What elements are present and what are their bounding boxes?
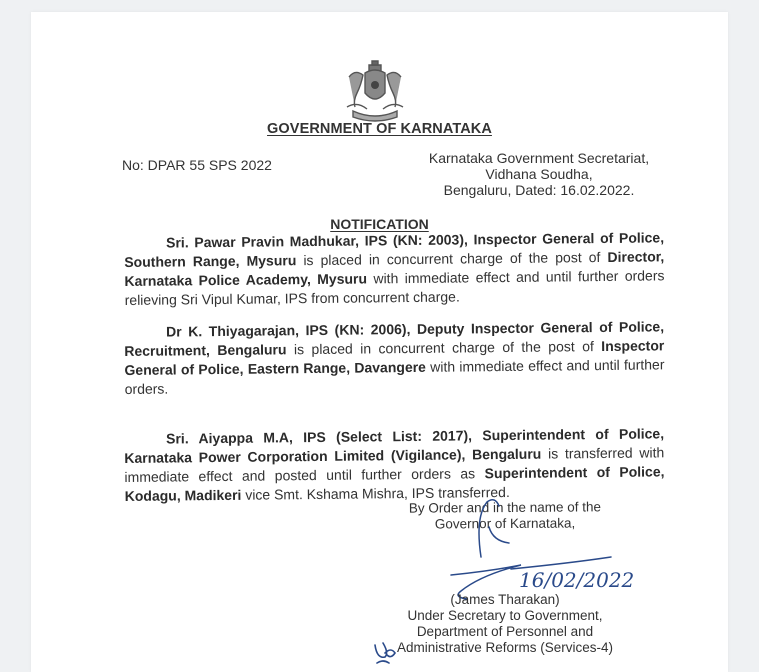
bold-segment: Superintendent of Police, Kodagu, Madikeri [124, 463, 665, 504]
notification-paragraph [124, 228, 665, 310]
bold-segment: Inspector General of Police, Eastern Range, Davangere [124, 337, 665, 378]
address-date-line: Bengaluru, Dated: 16.02.2022. [443, 182, 635, 198]
signature-date: 16/02/2022 [519, 568, 635, 592]
order-line: By Order and in the name of the [408, 499, 602, 516]
bold-segment: Director, Karnataka Police Academy, Mysuru [124, 248, 665, 289]
officer-department: Department of Personnel and [416, 624, 594, 639]
officer-designation: Under Secretary to Government, [407, 608, 603, 623]
bold-segment: Sri. Pawar Pravin Madhukar, IPS (KN: 2003), Inspector General of Police, Southern Range, Mysuru [124, 229, 665, 270]
text-segment: is placed in concurrent charge of the post of [296, 248, 608, 269]
address-line: Vidhana Soudha, [485, 166, 593, 182]
notification-title: NOTIFICATION [330, 216, 429, 232]
notification-paragraph [124, 424, 665, 506]
order-line: Governor of Karnataka, [434, 515, 576, 532]
officer-block [387, 592, 623, 656]
handwritten-initials [371, 637, 405, 667]
government-title: GOVERNMENT OF KARNATAKA [267, 121, 492, 137]
text-segment: is transferred with immediate effect and posted until further orders as [124, 444, 665, 485]
notification-paragraph [124, 317, 665, 399]
officer-name: (James Tharakan) [450, 592, 560, 607]
text-segment: is placed in concurrent charge of the post of [286, 338, 602, 358]
officer-department: Administrative Reforms (Services-4) [396, 640, 614, 655]
text-segment: vice Smt. Kshama Mishra, IPS transferred. [241, 483, 510, 503]
order-authority [387, 499, 623, 533]
text-segment: with immediate effect and until further orders. [124, 356, 665, 397]
bold-segment: Dr K. Thiyagarajan, IPS (KN: 2006), Deputy Inspector General of Police, Recruitment, Bengaluru [124, 318, 665, 359]
address-line: Karnataka Government Secretariat, [428, 150, 650, 166]
bold-segment: Sri. Aiyappa M.A, IPS (Select List: 2017), Superintendent of Police, Karnataka Power Corporation Limited (Vigilance), Bengaluru [124, 425, 665, 466]
reference-number: No: DPAR 55 SPS 2022 [122, 157, 272, 173]
address-block [419, 150, 659, 198]
text-segment: with immediate effect and until further orders relieving Sri Vipul Kumar, IPS from concurrent charge. [124, 267, 665, 308]
karnataka-emblem-icon [339, 57, 411, 125]
document-page [31, 12, 728, 672]
